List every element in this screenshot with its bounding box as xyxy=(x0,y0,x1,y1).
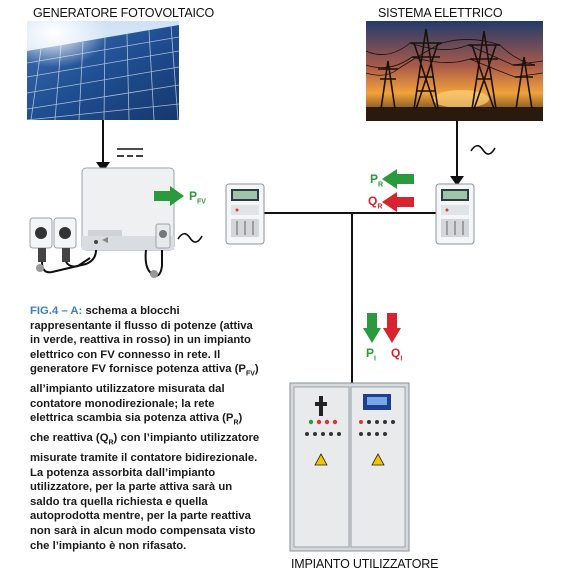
pr-label: $P_R$ xyxy=(370,172,384,189)
electrical-panel-image xyxy=(289,382,410,552)
main-bus-wire xyxy=(263,212,436,214)
caption-part-3: ) che reattiva (Q xyxy=(30,412,243,445)
user-plant-title: IMPIANTO UTILIZZATORE xyxy=(291,557,439,571)
qr-red-arrow-icon xyxy=(382,192,414,212)
pr-green-arrow-icon xyxy=(382,169,414,189)
caption-part-1: schema a blocchi rappresentante il flusso di potenze (attiva in verde, reattiva in rosso) in un impianto elettrico con FV connesso in rete. Il generatore FV fornisce potenza attiva (P xyxy=(30,305,253,376)
caption-part-4: ) con l’impianto utilizzatore misurate tramite il contatore bidirezionale. La potenza assorbita dall’impianto utilizzatore, per la parte attiva sarà un saldo tra quella richiesta e quella autoprodotta mentre, per la parte reattiva non sarà in alcun modo compensata visto che l’impianto è non rifasato. xyxy=(30,432,260,552)
caption-sub-3: R xyxy=(108,439,114,447)
caption-sub-2: R xyxy=(233,419,239,427)
qr-label: $Q_R$ xyxy=(368,194,383,211)
pfv-green-arrow-icon xyxy=(154,186,184,206)
caption-sub-1: FV xyxy=(245,370,255,378)
national-grid-title: SISTEMA ELETTRICO xyxy=(378,6,503,20)
ac-symbol-inverter-icon xyxy=(177,231,203,245)
bidirectional-meter-image xyxy=(435,183,475,245)
pfv-label: $P_{FV}$ xyxy=(189,189,206,206)
pi-label: $P_I$ xyxy=(366,346,376,363)
solar-panel-image xyxy=(27,21,179,120)
bus-to-plant-wire xyxy=(351,213,353,383)
inverter-image xyxy=(26,164,178,286)
figure-caption xyxy=(30,304,260,553)
pv-generator-title: GENERATORE FOTOVOLTAICO xyxy=(33,6,215,20)
pi-green-arrow-icon xyxy=(363,313,381,343)
dc-symbol-icon xyxy=(117,146,143,160)
ac-symbol-grid-icon xyxy=(470,143,496,157)
figure-number: FIG.4 – A: xyxy=(30,305,83,317)
qi-red-arrow-icon xyxy=(383,313,401,343)
grid-to-meter-wire xyxy=(456,121,458,181)
unidirectional-meter-image xyxy=(225,183,265,245)
caption-part-2: ) all’impianto utilizzatore misurata dal contatore monodirezionale; la rete elettrica scambia sia potenza attiva (P xyxy=(30,363,259,425)
qi-label: $Q_I$ xyxy=(391,346,403,363)
power-line-image xyxy=(366,21,543,121)
